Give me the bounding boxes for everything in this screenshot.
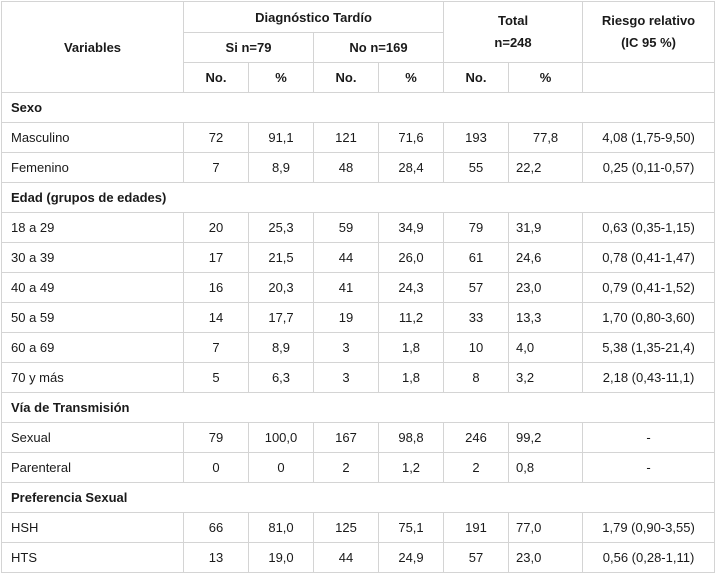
si-pct: 21,5 <box>249 243 314 273</box>
no-count: 59 <box>314 213 379 243</box>
relative-risk: 0,78 (0,41-1,47) <box>583 243 715 273</box>
row-label: Masculino <box>2 123 184 153</box>
row-label: Sexual <box>2 423 184 453</box>
si-count: 16 <box>184 273 249 303</box>
row-label: HTS <box>2 543 184 573</box>
no-pct: 28,4 <box>379 153 444 183</box>
si-count: 13 <box>184 543 249 573</box>
total-count: 79 <box>444 213 509 243</box>
row-label: 40 a 49 <box>2 273 184 303</box>
header-total-label: Total <box>497 13 529 28</box>
row-label: 50 a 59 <box>2 303 184 333</box>
si-count: 5 <box>184 363 249 393</box>
relative-risk: 0,63 (0,35-1,15) <box>583 213 715 243</box>
header-rr-empty <box>583 63 715 93</box>
si-pct: 6,3 <box>249 363 314 393</box>
relative-risk: 1,79 (0,90-3,55) <box>583 513 715 543</box>
no-pct: 75,1 <box>379 513 444 543</box>
si-pct: 25,3 <box>249 213 314 243</box>
no-count: 44 <box>314 543 379 573</box>
total-count: 8 <box>444 363 509 393</box>
row-label: 70 y más <box>2 363 184 393</box>
si-count: 79 <box>184 423 249 453</box>
no-count: 125 <box>314 513 379 543</box>
table-row <box>2 333 715 363</box>
table-row <box>2 243 715 273</box>
si-pct: 20,3 <box>249 273 314 303</box>
no-count: 121 <box>314 123 379 153</box>
total-pct: 13,3 <box>509 303 583 333</box>
si-pct: 0 <box>249 453 314 483</box>
no-pct: 26,0 <box>379 243 444 273</box>
si-pct: 100,0 <box>249 423 314 453</box>
header-no: No n=169 <box>314 33 444 63</box>
table-row <box>2 153 715 183</box>
header-si-pct: % <box>249 63 314 93</box>
total-pct: 99,2 <box>509 423 583 453</box>
si-pct: 81,0 <box>249 513 314 543</box>
total-count: 193 <box>444 123 509 153</box>
row-label: HSH <box>2 513 184 543</box>
results-table <box>1 1 715 573</box>
total-count: 10 <box>444 333 509 363</box>
row-label: Femenino <box>2 153 184 183</box>
total-pct: 3,2 <box>509 363 583 393</box>
no-pct: 71,6 <box>379 123 444 153</box>
no-pct: 98,8 <box>379 423 444 453</box>
table-row <box>2 453 715 483</box>
no-count: 2 <box>314 453 379 483</box>
si-pct: 8,9 <box>249 333 314 363</box>
no-count: 167 <box>314 423 379 453</box>
header-total-n: n=248 <box>494 35 532 50</box>
no-count: 48 <box>314 153 379 183</box>
relative-risk: 0,56 (0,28-1,11) <box>583 543 715 573</box>
no-pct: 24,3 <box>379 273 444 303</box>
no-pct: 24,9 <box>379 543 444 573</box>
total-count: 57 <box>444 273 509 303</box>
no-pct: 11,2 <box>379 303 444 333</box>
no-count: 44 <box>314 243 379 273</box>
total-count: 33 <box>444 303 509 333</box>
relative-risk: 2,18 (0,43-11,1) <box>583 363 715 393</box>
table-row <box>2 543 715 573</box>
section-via-transmision: Vía de Transmisión <box>2 393 715 423</box>
no-count: 3 <box>314 333 379 363</box>
si-count: 17 <box>184 243 249 273</box>
total-pct: 77,0 <box>509 513 583 543</box>
header-si: Si n=79 <box>184 33 314 63</box>
total-pct: 4,0 <box>509 333 583 363</box>
total-pct: 23,0 <box>509 273 583 303</box>
table-row <box>2 213 715 243</box>
header-total-count: No. <box>444 63 509 93</box>
no-pct: 1,8 <box>379 333 444 363</box>
no-pct: 34,9 <box>379 213 444 243</box>
relative-risk: 4,08 (1,75-9,50) <box>583 123 715 153</box>
section-preferencia-sexual: Preferencia Sexual <box>2 483 715 513</box>
total-pct: 23,0 <box>509 543 583 573</box>
table-body <box>2 93 715 573</box>
total-count: 61 <box>444 243 509 273</box>
header-no-count: No. <box>314 63 379 93</box>
total-count: 2 <box>444 453 509 483</box>
no-count: 41 <box>314 273 379 303</box>
si-pct: 8,9 <box>249 153 314 183</box>
si-count: 7 <box>184 333 249 363</box>
no-pct: 1,2 <box>379 453 444 483</box>
header-riesgo-relativo <box>583 2 715 63</box>
row-label: Parenteral <box>2 453 184 483</box>
table-header <box>2 2 715 93</box>
total-pct: 22,2 <box>509 153 583 183</box>
total-count: 55 <box>444 153 509 183</box>
si-pct: 91,1 <box>249 123 314 153</box>
row-label: 18 a 29 <box>2 213 184 243</box>
header-diagnostico-tardio: Diagnóstico Tardío <box>184 2 444 33</box>
si-count: 20 <box>184 213 249 243</box>
no-count: 19 <box>314 303 379 333</box>
section-sexo: Sexo <box>2 93 715 123</box>
si-count: 66 <box>184 513 249 543</box>
table-row <box>2 303 715 333</box>
relative-risk: - <box>583 423 715 453</box>
relative-risk: 1,70 (0,80-3,60) <box>583 303 715 333</box>
table-row <box>2 273 715 303</box>
total-pct: 24,6 <box>509 243 583 273</box>
si-count: 7 <box>184 153 249 183</box>
total-pct: 77,8 <box>509 123 583 153</box>
no-count: 3 <box>314 363 379 393</box>
total-count: 57 <box>444 543 509 573</box>
si-count: 14 <box>184 303 249 333</box>
header-rr-label: Riesgo relativo <box>601 13 696 28</box>
section-edad: Edad (grupos de edades) <box>2 183 715 213</box>
si-pct: 19,0 <box>249 543 314 573</box>
table-row <box>2 123 715 153</box>
si-count: 0 <box>184 453 249 483</box>
si-count: 72 <box>184 123 249 153</box>
header-total-pct: % <box>509 63 583 93</box>
relative-risk: - <box>583 453 715 483</box>
header-no-pct: % <box>379 63 444 93</box>
header-variables: Variables <box>2 2 184 93</box>
table-row <box>2 423 715 453</box>
relative-risk: 0,25 (0,11-0,57) <box>583 153 715 183</box>
total-pct: 31,9 <box>509 213 583 243</box>
header-total <box>444 2 583 63</box>
relative-risk: 5,38 (1,35-21,4) <box>583 333 715 363</box>
header-si-count: No. <box>184 63 249 93</box>
no-pct: 1,8 <box>379 363 444 393</box>
header-rr-ci: (IC 95 %) <box>621 35 676 50</box>
table-row <box>2 363 715 393</box>
relative-risk: 0,79 (0,41-1,52) <box>583 273 715 303</box>
total-pct: 0,8 <box>509 453 583 483</box>
si-pct: 17,7 <box>249 303 314 333</box>
table-row <box>2 513 715 543</box>
row-label: 60 a 69 <box>2 333 184 363</box>
row-label: 30 a 39 <box>2 243 184 273</box>
total-count: 191 <box>444 513 509 543</box>
total-count: 246 <box>444 423 509 453</box>
